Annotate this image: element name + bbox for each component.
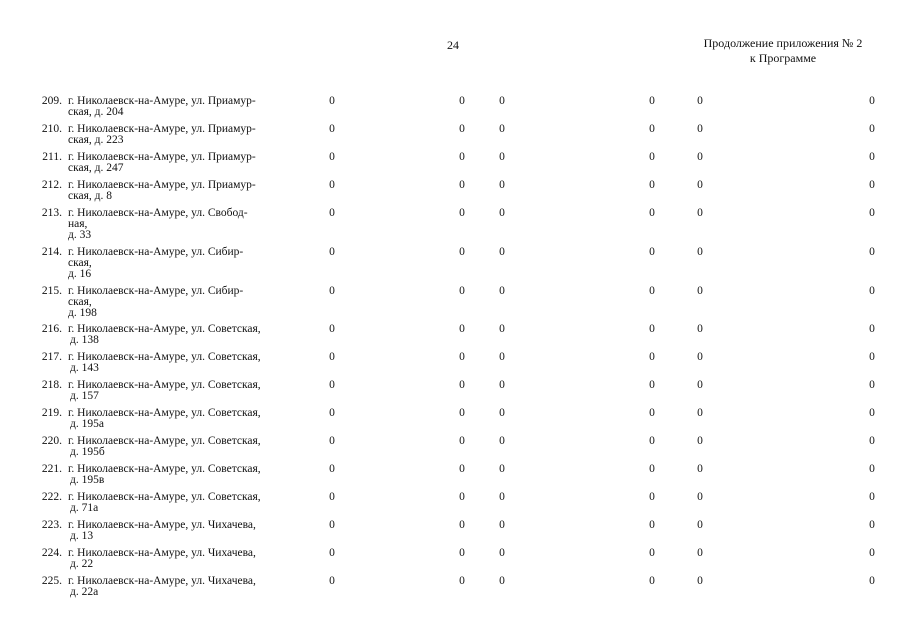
value-cell: 0 bbox=[329, 519, 335, 531]
value-cell: 0 bbox=[649, 123, 655, 135]
value-cell: 0 bbox=[329, 95, 335, 107]
value-cell: 0 bbox=[499, 463, 505, 475]
value-cell: 0 bbox=[459, 151, 465, 163]
value-cell: 0 bbox=[697, 435, 703, 447]
address-line: д. 195а bbox=[70, 418, 104, 430]
table-row bbox=[0, 180, 905, 208]
value-cell: 0 bbox=[499, 123, 505, 135]
address-cell bbox=[68, 96, 290, 118]
table-row bbox=[0, 247, 905, 286]
value-cell: 0 bbox=[649, 491, 655, 503]
value-cell: 0 bbox=[499, 323, 505, 335]
address-line: д. 71а bbox=[70, 502, 99, 514]
value-cell: 0 bbox=[499, 151, 505, 163]
address-line: г. Николаевск-на-Амуре, ул. Советская, bbox=[68, 351, 261, 363]
address-cell bbox=[68, 436, 290, 458]
table-row bbox=[0, 324, 905, 352]
table-row bbox=[0, 464, 905, 492]
value-cell: 0 bbox=[499, 351, 505, 363]
value-cell: 0 bbox=[869, 519, 875, 531]
value-cell: 0 bbox=[459, 95, 465, 107]
row-number: 213. bbox=[41, 207, 62, 219]
value-cell: 0 bbox=[499, 379, 505, 391]
value-cell: 0 bbox=[459, 547, 465, 559]
value-cell: 0 bbox=[649, 285, 655, 297]
value-cell: 0 bbox=[869, 207, 875, 219]
value-cell: 0 bbox=[329, 179, 335, 191]
value-cell: 0 bbox=[459, 207, 465, 219]
address-line: г. Николаевск-на-Амуре, ул. Советская, bbox=[68, 407, 261, 419]
table-row bbox=[0, 124, 905, 152]
table-row bbox=[0, 436, 905, 464]
address-line: д. 198 bbox=[68, 307, 97, 319]
row-number: 214. bbox=[41, 246, 62, 258]
address-line: д. 138 bbox=[70, 334, 99, 346]
value-cell: 0 bbox=[697, 123, 703, 135]
value-cell: 0 bbox=[459, 285, 465, 297]
value-cell: 0 bbox=[697, 323, 703, 335]
table-row bbox=[0, 576, 905, 604]
address-line: ная, bbox=[68, 218, 88, 230]
table-row bbox=[0, 520, 905, 548]
value-cell: 0 bbox=[869, 463, 875, 475]
value-cell: 0 bbox=[329, 323, 335, 335]
value-cell: 0 bbox=[499, 547, 505, 559]
value-cell: 0 bbox=[329, 246, 335, 258]
value-cell: 0 bbox=[329, 207, 335, 219]
address-line: г. Николаевск-на-Амуре, ул. Чихачева, bbox=[68, 575, 256, 587]
address-line: г. Николаевск-на-Амуре, ул. Приамур- bbox=[68, 151, 256, 163]
appendix-note-line1: Продолжение приложения № 2 bbox=[703, 36, 863, 50]
value-cell: 0 bbox=[499, 575, 505, 587]
address-cell bbox=[68, 247, 290, 280]
address-line: г. Николаевск-на-Амуре, ул. Советская, bbox=[68, 463, 261, 475]
value-cell: 0 bbox=[459, 351, 465, 363]
value-cell: 0 bbox=[459, 407, 465, 419]
address-cell bbox=[68, 492, 290, 514]
value-cell: 0 bbox=[869, 435, 875, 447]
address-line: г. Николаевск-на-Амуре, ул. Приамур- bbox=[68, 95, 256, 107]
address-line: г. Николаевск-на-Амуре, ул. Сибир- bbox=[68, 246, 244, 258]
row-number: 220. bbox=[41, 435, 62, 447]
address-line: д. 13 bbox=[70, 530, 94, 542]
address-line: д. 195б bbox=[70, 446, 105, 458]
value-cell: 0 bbox=[649, 407, 655, 419]
value-cell: 0 bbox=[649, 151, 655, 163]
value-cell: 0 bbox=[869, 351, 875, 363]
value-cell: 0 bbox=[499, 491, 505, 503]
address-line: ская, д. 247 bbox=[68, 162, 124, 174]
value-cell: 0 bbox=[329, 379, 335, 391]
row-number: 218. bbox=[41, 379, 62, 391]
row-number: 219. bbox=[41, 407, 62, 419]
address-line: г. Николаевск-на-Амуре, ул. Чихачева, bbox=[68, 519, 256, 531]
address-line: ская, д. 223 bbox=[68, 134, 124, 146]
value-cell: 0 bbox=[697, 463, 703, 475]
value-cell: 0 bbox=[329, 463, 335, 475]
value-cell: 0 bbox=[329, 151, 335, 163]
value-cell: 0 bbox=[329, 285, 335, 297]
address-line: г. Николаевск-на-Амуре, ул. Советская, bbox=[68, 323, 261, 335]
address-cell bbox=[68, 520, 290, 542]
address-cell bbox=[68, 286, 290, 319]
value-cell: 0 bbox=[649, 519, 655, 531]
value-cell: 0 bbox=[329, 547, 335, 559]
address-cell bbox=[68, 124, 290, 146]
value-cell: 0 bbox=[459, 246, 465, 258]
value-cell: 0 bbox=[459, 575, 465, 587]
value-cell: 0 bbox=[329, 491, 335, 503]
address-line: г. Николаевск-на-Амуре, ул. Советская, bbox=[68, 491, 261, 503]
value-cell: 0 bbox=[499, 407, 505, 419]
value-cell: 0 bbox=[869, 246, 875, 258]
value-cell: 0 bbox=[697, 151, 703, 163]
address-cell bbox=[68, 208, 290, 241]
value-cell: 0 bbox=[459, 179, 465, 191]
value-cell: 0 bbox=[499, 435, 505, 447]
value-cell: 0 bbox=[649, 95, 655, 107]
value-cell: 0 bbox=[869, 547, 875, 559]
value-cell: 0 bbox=[649, 351, 655, 363]
value-cell: 0 bbox=[697, 351, 703, 363]
row-number: 222. bbox=[41, 491, 62, 503]
value-cell: 0 bbox=[329, 575, 335, 587]
value-cell: 0 bbox=[459, 323, 465, 335]
row-number: 221. bbox=[41, 463, 62, 475]
value-cell: 0 bbox=[869, 491, 875, 503]
table-row bbox=[0, 286, 905, 324]
value-cell: 0 bbox=[499, 179, 505, 191]
address-cell bbox=[68, 352, 290, 374]
address-line: ская, bbox=[68, 296, 92, 308]
value-cell: 0 bbox=[329, 351, 335, 363]
value-cell: 0 bbox=[869, 379, 875, 391]
page-number: 24 bbox=[447, 38, 459, 52]
address-line: ская, д. 204 bbox=[68, 106, 124, 118]
address-cell bbox=[68, 152, 290, 174]
value-cell: 0 bbox=[649, 179, 655, 191]
value-cell: 0 bbox=[459, 491, 465, 503]
value-cell: 0 bbox=[697, 407, 703, 419]
address-line: г. Николаевск-на-Амуре, ул. Свобод- bbox=[68, 207, 248, 219]
value-cell: 0 bbox=[869, 575, 875, 587]
address-line: д. 157 bbox=[70, 390, 99, 402]
address-line: д. 143 bbox=[70, 362, 99, 374]
address-cell bbox=[68, 576, 290, 598]
value-cell: 0 bbox=[499, 519, 505, 531]
address-line: г. Николаевск-на-Амуре, ул. Советская, bbox=[68, 435, 261, 447]
address-cell bbox=[68, 464, 290, 486]
value-cell: 0 bbox=[869, 123, 875, 135]
table-row bbox=[0, 492, 905, 520]
value-cell: 0 bbox=[649, 246, 655, 258]
row-number: 210. bbox=[41, 123, 62, 135]
appendix-note-line2: к Программе bbox=[749, 51, 817, 65]
value-cell: 0 bbox=[869, 285, 875, 297]
address-line: г. Николаевск-на-Амуре, ул. Чихачева, bbox=[68, 547, 256, 559]
value-cell: 0 bbox=[869, 179, 875, 191]
address-cell bbox=[68, 380, 290, 402]
value-cell: 0 bbox=[329, 123, 335, 135]
table-row bbox=[0, 548, 905, 576]
value-cell: 0 bbox=[499, 246, 505, 258]
row-number: 211. bbox=[42, 151, 62, 163]
value-cell: 0 bbox=[649, 435, 655, 447]
address-line: г. Николаевск-на-Амуре, ул. Сибир- bbox=[68, 285, 244, 297]
value-cell: 0 bbox=[329, 407, 335, 419]
row-number: 225. bbox=[41, 575, 62, 587]
row-number: 212. bbox=[41, 179, 62, 191]
table-row bbox=[0, 380, 905, 408]
value-cell: 0 bbox=[869, 323, 875, 335]
value-cell: 0 bbox=[697, 491, 703, 503]
value-cell: 0 bbox=[499, 207, 505, 219]
value-cell: 0 bbox=[869, 407, 875, 419]
row-number: 209. bbox=[41, 95, 62, 107]
value-cell: 0 bbox=[459, 379, 465, 391]
value-cell: 0 bbox=[649, 207, 655, 219]
value-cell: 0 bbox=[649, 575, 655, 587]
row-number: 224. bbox=[41, 547, 62, 559]
value-cell: 0 bbox=[649, 379, 655, 391]
address-line: ская, д. 8 bbox=[68, 190, 113, 202]
table-row bbox=[0, 208, 905, 247]
address-line: д. 22 bbox=[70, 558, 94, 570]
table-row bbox=[0, 152, 905, 180]
address-line: д. 22а bbox=[70, 586, 99, 598]
address-line: г. Николаевск-на-Амуре, ул. Приамур- bbox=[68, 179, 256, 191]
address-cell bbox=[68, 548, 290, 570]
value-cell: 0 bbox=[649, 547, 655, 559]
row-number: 223. bbox=[41, 519, 62, 531]
value-cell: 0 bbox=[697, 179, 703, 191]
row-number: 215. bbox=[41, 285, 62, 297]
address-line: д. 33 bbox=[68, 229, 92, 241]
value-cell: 0 bbox=[649, 323, 655, 335]
value-cell: 0 bbox=[459, 519, 465, 531]
address-line: д. 195в bbox=[70, 474, 105, 486]
value-cell: 0 bbox=[697, 575, 703, 587]
table-row bbox=[0, 352, 905, 380]
value-cell: 0 bbox=[697, 379, 703, 391]
value-cell: 0 bbox=[649, 463, 655, 475]
appendix-note bbox=[688, 36, 878, 66]
value-cell: 0 bbox=[459, 463, 465, 475]
value-cell: 0 bbox=[697, 285, 703, 297]
value-cell: 0 bbox=[697, 547, 703, 559]
address-line: г. Николаевск-на-Амуре, ул. Советская, bbox=[68, 379, 261, 391]
table-row bbox=[0, 408, 905, 436]
table-row bbox=[0, 96, 905, 124]
row-number: 217. bbox=[41, 351, 62, 363]
value-cell: 0 bbox=[499, 95, 505, 107]
address-line: ская, bbox=[68, 257, 92, 269]
value-cell: 0 bbox=[459, 123, 465, 135]
value-cell: 0 bbox=[697, 95, 703, 107]
address-cell bbox=[68, 180, 290, 202]
value-cell: 0 bbox=[697, 207, 703, 219]
value-cell: 0 bbox=[697, 246, 703, 258]
value-cell: 0 bbox=[459, 435, 465, 447]
address-cell bbox=[68, 324, 290, 346]
value-cell: 0 bbox=[869, 151, 875, 163]
row-number: 216. bbox=[41, 323, 62, 335]
value-cell: 0 bbox=[869, 95, 875, 107]
value-cell: 0 bbox=[499, 285, 505, 297]
value-cell: 0 bbox=[329, 435, 335, 447]
address-line: г. Николаевск-на-Амуре, ул. Приамур- bbox=[68, 123, 256, 135]
value-cell: 0 bbox=[697, 519, 703, 531]
address-cell bbox=[68, 408, 290, 430]
address-line: д. 16 bbox=[68, 268, 92, 280]
